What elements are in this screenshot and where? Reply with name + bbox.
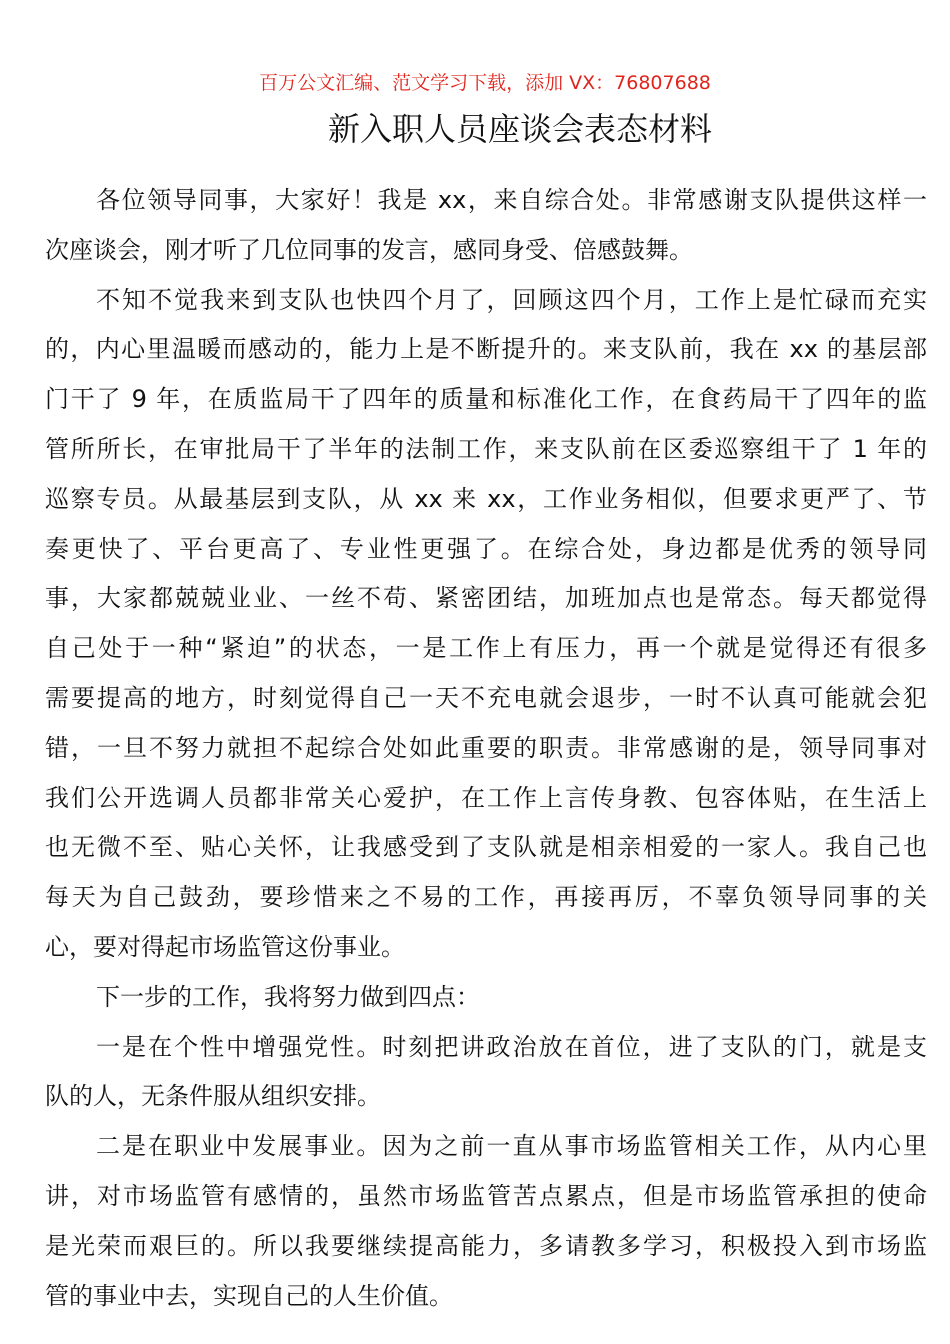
paragraph-line: 队的人，无条件服从组织安排。 bbox=[45, 1082, 381, 1111]
paragraph-line: 次座谈会，刚才听了几位同事的发言，感同身受、倍感鼓舞。 bbox=[45, 235, 693, 264]
paragraph-line: 一是在个性中增强党性。时刻把讲政治放在首位，进了支队的门，就是支 bbox=[96, 1032, 927, 1061]
paragraph bbox=[45, 176, 927, 276]
paragraph-line: 管的事业中去，实现自己的人生价值。 bbox=[45, 1281, 453, 1310]
paragraph-line: 门干了 9 年，在质监局干了四年的质量和标准化工作，在食药局干了四年的监 bbox=[45, 385, 927, 414]
watermark-header: 百万公文汇编、范文学习下载，添加 VX：76807688 bbox=[259, 72, 711, 94]
paragraph-line: 我们公开选调人员都非常关心爱护，在工作上言传身教、包容体贴，在生活上 bbox=[45, 783, 927, 812]
document-title: 新入职人员座谈会表态材料 bbox=[327, 110, 712, 148]
paragraph-line: 奏更快了、平台更高了、专业性更强了。在综合处，身边都是优秀的领导同 bbox=[45, 534, 927, 563]
paragraph-line: 每天为自己鼓劲，要珍惜来之不易的工作，再接再厉，不辜负领导同事的关 bbox=[45, 883, 927, 912]
document-body bbox=[45, 176, 927, 1321]
paragraph-line: 不知不觉我来到支队也快四个月了，回顾这四个月，工作上是忙碌而充实 bbox=[96, 285, 927, 314]
paragraph-line: 巡察专员。从最基层到支队，从 xx 来 xx，工作业务相似，但要求更严了、节 bbox=[45, 484, 927, 513]
paragraph bbox=[45, 1122, 927, 1321]
paragraph-line: 心，要对得起市场监管这份事业。 bbox=[45, 932, 405, 961]
paragraph-line: 下一步的工作，我将努力做到四点： bbox=[96, 982, 480, 1011]
paragraph bbox=[45, 276, 927, 973]
paragraph bbox=[45, 1023, 927, 1123]
paragraph-line: 自己处于一种“紧迫”的状态，一是工作上有压力，再一个就是觉得还有很多 bbox=[45, 634, 927, 663]
paragraph-line: 是光荣而艰巨的。所以我要继续提高能力，多请教多学习，积极投入到市场监 bbox=[45, 1231, 927, 1260]
paragraph-line: 的，内心里温暖而感动的，能力上是不断提升的。来支队前，我在 xx 的基层部 bbox=[45, 335, 927, 364]
paragraph-line: 错，一旦不努力就担不起综合处如此重要的职责。非常感谢的是，领导同事对 bbox=[45, 733, 927, 762]
paragraph-line: 讲，对市场监管有感情的，虽然市场监管苦点累点，但是市场监管承担的使命 bbox=[45, 1181, 927, 1210]
paragraph-line: 需要提高的地方，时刻觉得自己一天不充电就会退步，一时不认真可能就会犯 bbox=[45, 683, 927, 712]
paragraph bbox=[45, 973, 927, 1023]
paragraph-line: 管所所长，在审批局干了半年的法制工作，来支队前在区委巡察组干了 1 年的 bbox=[45, 434, 927, 463]
paragraph-line: 二是在职业中发展事业。因为之前一直从事市场监管相关工作，从内心里 bbox=[96, 1132, 927, 1161]
paragraph-line: 事，大家都兢兢业业、一丝不苟、紧密团结，加班加点也是常态。每天都觉得 bbox=[45, 584, 927, 613]
paragraph-line: 各位领导同事，大家好！我是 xx，来自综合处。非常感谢支队提供这样一 bbox=[96, 186, 927, 214]
paragraph-line: 也无微不至、贴心关怀，让我感受到了支队就是相亲相爱的一家人。我自己也 bbox=[45, 833, 927, 862]
